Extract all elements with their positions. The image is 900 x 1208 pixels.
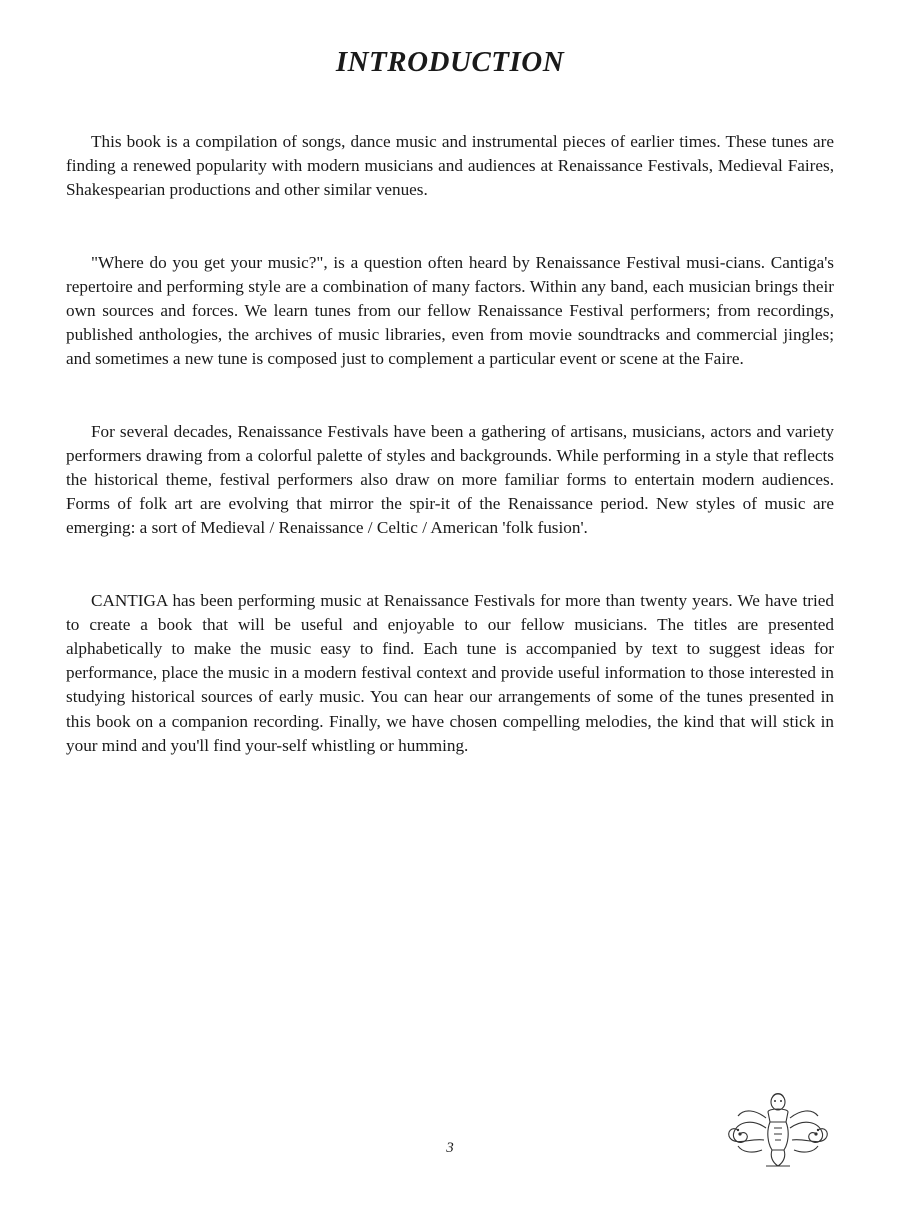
paragraph-cantiga: CANTIGA has been performing music at Renaissance Festivals for more than twenty years. We have tried to create a book that will be useful and enjoyable to our fellow musicians. The titles are presented alphabetically to make the music easy to find. Each tune is accompanied by text to suggest ideas for performance, place the music in a modern festival context and provide useful information to those interested in studying historical sources of early music. You can hear our arrangements of some of the tunes presented in this book on a companion recording. Finally, we have chosen compelling melodies, the kind that will stick in your mind and you'll find your-self whistling or humming. xyxy=(66,590,834,755)
paragraph-festivals: For several decades, Renaissance Festivals have been a gathering of artisans, musicians, actors and variety performers drawing from a colorful palette of styles and backgrounds. While performing in a style that reflects the historical theme, festival performers also draw on more familiar forms to entertain modern audiences. Forms of folk art are evolving that mirror the spir-it of the Renaissance period. New styles of music are emerging: a sort of Medieval / Renaissance / Celtic / American 'folk fusion'. xyxy=(66,421,834,538)
page-number: 3 xyxy=(446,1140,454,1156)
page-title: INTRODUCTION xyxy=(335,46,565,78)
paragraph-music-sources: "Where do you get your music?", is a question often heard by Renaissance Festival musi-cians. Cantiga's repertoire and performing style are a combination of many factors. Within any band, each musician brings their own sources and forces. We learn tunes from our fellow Renaissance Festival performers; from recordings, published anthologies, the archives of music libraries, even from movie soundtracks and commercial jingles; and sometimes a new tune is composed just to complement a particular event or scene at the Faire. xyxy=(66,252,834,369)
paragraph-intro: This book is a compilation of songs, dance music and instrumental pieces of earlier times. These tunes are finding a renewed popularity with modern musicians and audiences at Renaissance Festivals, Medieval Faires, Shakespearian productions and other similar venues. xyxy=(66,132,834,200)
crest-ornament-icon xyxy=(722,1088,834,1172)
body-text xyxy=(66,130,834,806)
